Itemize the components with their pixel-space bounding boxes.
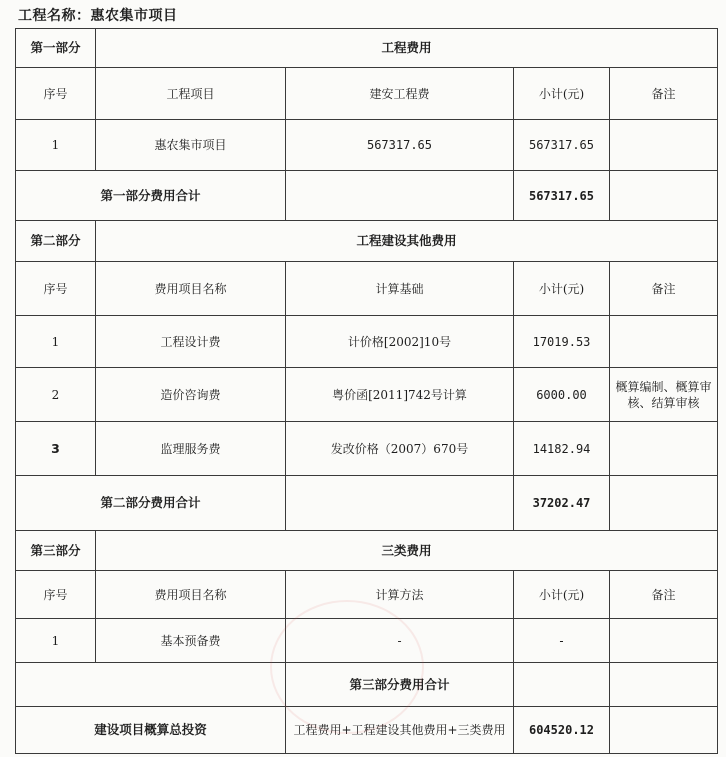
part3-label: 第三部分 — [16, 531, 96, 571]
part3-total-empty-left — [16, 663, 286, 707]
part1-column-header-row — [16, 68, 718, 120]
row-basis: 发改价格（2007）670号 — [286, 422, 514, 476]
part1-col-basis: 建安工程费 — [286, 68, 514, 120]
row-note — [610, 316, 718, 368]
part2-col-no: 序号 — [16, 262, 96, 316]
row-name: 造价咨询费 — [96, 368, 286, 422]
row-subtotal: 6000.00 — [514, 368, 610, 422]
part2-col-subtotal: 小计(元) — [514, 262, 610, 316]
row-basis: 计价格[2002]10号 — [286, 316, 514, 368]
budget-table — [15, 28, 718, 754]
part3-col-subtotal: 小计(元) — [514, 571, 610, 619]
table-row — [16, 619, 718, 663]
table-row — [16, 422, 718, 476]
row-no: 3 — [16, 422, 96, 476]
part3-col-basis: 计算方法 — [286, 571, 514, 619]
grand-total-row — [16, 707, 718, 754]
row-no: 2 — [16, 368, 96, 422]
part1-total-empty — [286, 171, 514, 221]
row-note — [610, 120, 718, 171]
part2-total-label: 第二部分费用合计 — [16, 476, 286, 531]
grand-total-note — [610, 707, 718, 754]
part1-col-name: 工程项目 — [96, 68, 286, 120]
row-note — [610, 619, 718, 663]
part1-label: 第一部分 — [16, 29, 96, 68]
part1-total-value: 567317.65 — [514, 171, 610, 221]
grand-total-value: 604520.12 — [514, 707, 610, 754]
row-no: 1 — [16, 619, 96, 663]
table-row — [16, 368, 718, 422]
part2-total-note — [610, 476, 718, 531]
row-name: 基本预备费 — [96, 619, 286, 663]
project-title: 工程名称：惠农集市项目 — [18, 8, 178, 24]
part2-total-empty — [286, 476, 514, 531]
part3-total-value — [514, 663, 610, 707]
row-name: 监理服务费 — [96, 422, 286, 476]
part3-heading: 三类费用 — [96, 531, 718, 571]
part3-total-label: 第三部分费用合计 — [286, 663, 514, 707]
part2-col-basis: 计算基础 — [286, 262, 514, 316]
row-no: 1 — [16, 316, 96, 368]
row-no: 1 — [16, 120, 96, 171]
part3-column-header-row — [16, 571, 718, 619]
row-basis: - — [286, 619, 514, 663]
part1-col-note: 备注 — [610, 68, 718, 120]
part3-header-row — [16, 531, 718, 571]
part2-label: 第二部分 — [16, 221, 96, 262]
row-name: 惠农集市项目 — [96, 120, 286, 171]
row-subtotal: 17019.53 — [514, 316, 610, 368]
part3-col-no: 序号 — [16, 571, 96, 619]
part1-header-row — [16, 29, 718, 68]
row-basis: 567317.65 — [286, 120, 514, 171]
part1-heading: 工程费用 — [96, 29, 718, 68]
grand-total-formula: 工程费用+工程建设其他费用+三类费用 — [286, 707, 514, 754]
part2-col-name: 费用项目名称 — [96, 262, 286, 316]
part2-heading: 工程建设其他费用 — [96, 221, 718, 262]
part3-col-note: 备注 — [610, 571, 718, 619]
row-subtotal: - — [514, 619, 610, 663]
row-note — [610, 422, 718, 476]
table-row — [16, 120, 718, 171]
part2-header-row — [16, 221, 718, 262]
part1-col-no: 序号 — [16, 68, 96, 120]
row-subtotal: 14182.94 — [514, 422, 610, 476]
part3-total-row — [16, 663, 718, 707]
part3-total-note — [610, 663, 718, 707]
part3-col-name: 费用项目名称 — [96, 571, 286, 619]
part1-total-note — [610, 171, 718, 221]
table-row — [16, 316, 718, 368]
part2-column-header-row — [16, 262, 718, 316]
row-basis: 粤价函[2011]742号计算 — [286, 368, 514, 422]
part1-col-subtotal: 小计(元) — [514, 68, 610, 120]
grand-total-label: 建设项目概算总投资 — [16, 707, 286, 754]
part1-total-label: 第一部分费用合计 — [16, 171, 286, 221]
row-subtotal: 567317.65 — [514, 120, 610, 171]
row-name: 工程设计费 — [96, 316, 286, 368]
part2-total-value: 37202.47 — [514, 476, 610, 531]
part2-col-note: 备注 — [610, 262, 718, 316]
part2-total-row — [16, 476, 718, 531]
part1-total-row — [16, 171, 718, 221]
row-note: 概算编制、概算审核、结算审核 — [610, 368, 718, 422]
